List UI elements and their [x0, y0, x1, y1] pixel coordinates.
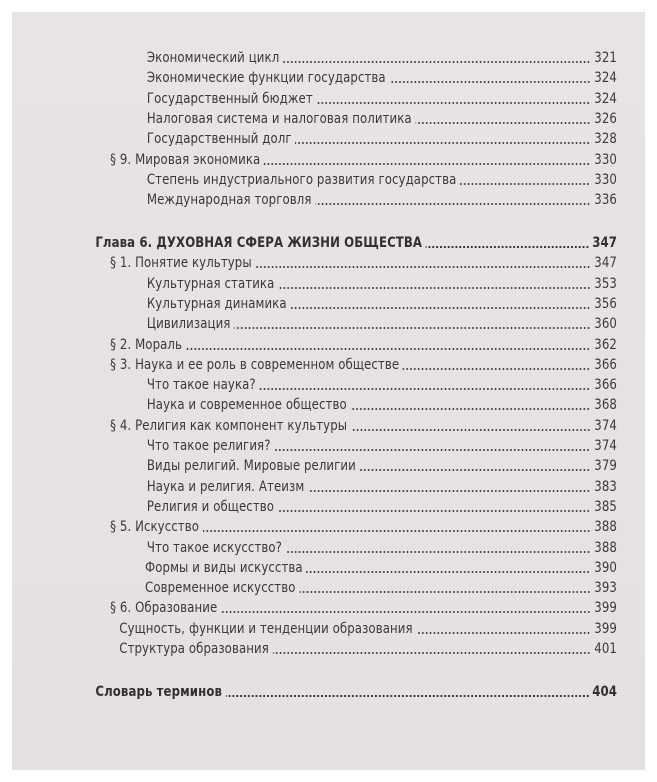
toc-entry — [147, 190, 617, 210]
dot-leader — [389, 70, 590, 84]
toc-entry-title: Что такое религия? — [146, 438, 271, 454]
toc-entry-title: Современное искусство — [145, 580, 296, 597]
toc-entry-page: 324 — [594, 90, 617, 107]
toc-entry-title: § 4. Религия как компонент культуры — [110, 417, 348, 434]
toc-entry-page: 399 — [594, 620, 617, 637]
dot-leader — [426, 235, 590, 249]
toc-entry-page: 374 — [594, 417, 617, 434]
toc-entry-page: 330 — [594, 151, 617, 168]
dot-leader — [360, 458, 591, 472]
toc-entry-page: 368 — [594, 397, 617, 414]
toc-entry-title: Формы и виды искусства — [145, 559, 303, 576]
toc-entry-page: 379 — [594, 458, 617, 475]
toc-entry — [147, 294, 617, 314]
toc-entry — [110, 150, 617, 170]
toc-entry-page: 366 — [594, 377, 617, 394]
toc-entry — [147, 48, 617, 68]
toc-entry — [110, 335, 617, 355]
toc-entry-title: Культурная динамика — [146, 295, 287, 312]
toc-entry-title: § 9. Мировая экономика — [110, 151, 261, 168]
dot-leader — [416, 621, 590, 635]
dot-leader — [203, 519, 591, 533]
toc-entry-page: 330 — [594, 171, 617, 188]
dot-leader — [273, 641, 591, 655]
toc-glossary-heading — [95, 682, 617, 702]
dot-leader — [186, 337, 591, 351]
toc-entry-title: Государственный бюджет — [146, 90, 313, 107]
toc-entry — [147, 497, 617, 517]
dot-leader — [234, 316, 590, 330]
toc-entry — [110, 598, 617, 618]
dot-leader — [316, 91, 590, 105]
toc-entry-title: Экономические функции государства — [146, 70, 386, 87]
toc-entry-title: § 3. Наука и ее роль в современном обществе — [110, 356, 400, 373]
toc-entry — [147, 395, 617, 415]
dot-leader — [350, 397, 590, 411]
toc-entry-title: § 6. Образование — [110, 600, 218, 617]
toc-entry-page: 360 — [594, 316, 617, 333]
dot-leader — [283, 50, 590, 64]
dot-leader — [221, 600, 590, 614]
toc-entry — [110, 416, 617, 436]
dot-leader — [264, 152, 590, 166]
toc-entry-title: Что такое наука? — [146, 377, 256, 394]
dot-leader — [403, 357, 590, 371]
toc-entry — [147, 274, 617, 294]
toc-entry-page: 366 — [594, 356, 617, 373]
dot-leader — [295, 131, 590, 145]
toc-entry — [119, 619, 617, 639]
dot-leader — [255, 255, 590, 269]
book-page — [12, 12, 645, 770]
toc-entry-title: Налоговая система и налоговая политика — [146, 110, 412, 127]
toc-entry-title: § 2. Мораль — [110, 336, 183, 353]
toc-entry-page: 401 — [594, 641, 617, 657]
toc-entry — [147, 314, 617, 334]
dot-leader — [308, 479, 590, 493]
toc-entry — [147, 456, 617, 476]
toc-entry — [145, 578, 617, 598]
toc-entry-page: 347 — [592, 235, 617, 251]
toc-entry-page: 385 — [594, 498, 617, 515]
toc-entry-title: Глава 6. ДУХОВНАЯ СФЕРА ЖИЗНИ ОБЩЕСТВА — [95, 235, 423, 251]
dot-leader — [286, 540, 591, 554]
toc-entry-page: 324 — [594, 70, 617, 87]
toc-entry-title: Наука и религия. Атеизм — [146, 478, 305, 495]
toc-entry-title: Международная торговля — [146, 192, 312, 209]
toc-entry-title: Что такое искусство? — [146, 539, 283, 556]
dot-leader — [415, 111, 590, 125]
toc-entry — [147, 375, 617, 395]
toc-entry-page: 393 — [594, 580, 617, 597]
toc-entry-title: Цивилизация — [146, 316, 231, 333]
toc-entry-page: 374 — [594, 438, 617, 454]
toc-entry-title: Религия и общество — [146, 498, 275, 515]
toc-entry-page: 362 — [594, 336, 617, 353]
toc-entry — [110, 355, 617, 375]
toc-entry — [147, 170, 617, 190]
toc-chapter-heading — [95, 233, 617, 253]
toc-entry-title: Структура образования — [119, 641, 269, 657]
toc-entry-title: Экономический цикл — [146, 50, 280, 66]
dot-leader — [299, 580, 590, 594]
dot-leader — [226, 684, 590, 698]
toc-entry-title: Культурная статика — [146, 275, 275, 292]
toc-entry — [147, 109, 617, 129]
dot-leader — [278, 499, 591, 513]
toc-entry-page: 399 — [594, 600, 617, 617]
toc-entry-page: 347 — [594, 255, 617, 272]
toc-entry-title: § 1. Понятие культуры — [110, 255, 252, 272]
toc-entry-title: Государственный долг — [146, 131, 292, 148]
dot-leader — [274, 438, 590, 452]
toc-entry-page: 388 — [594, 519, 617, 536]
dot-leader — [259, 377, 590, 391]
toc-entry-page: 390 — [594, 559, 617, 576]
toc-entry-title: Сущность, функции и тенденции образования — [119, 620, 413, 637]
toc-entry-title: Виды религий. Мировые религии — [146, 458, 356, 475]
toc-entry-page: 326 — [594, 110, 617, 127]
dot-leader — [460, 172, 590, 186]
toc-entry-page: 388 — [594, 539, 617, 556]
dot-leader — [351, 418, 591, 432]
toc-entry-title: § 5. Искусство — [110, 519, 200, 536]
toc-entry-page: 404 — [592, 684, 617, 700]
toc-entry — [147, 129, 617, 149]
toc-entry — [110, 517, 617, 537]
toc-entry-page: 353 — [594, 275, 617, 292]
toc-entry-page: 356 — [594, 295, 617, 312]
dot-leader — [306, 560, 590, 574]
toc-entry — [110, 253, 617, 273]
toc-entry — [147, 538, 617, 558]
toc-entry — [145, 558, 617, 578]
toc-entry-title: Степень индустриального развития государства — [146, 171, 457, 188]
toc-entry — [119, 639, 617, 659]
dot-leader — [278, 276, 590, 290]
dot-leader — [290, 296, 590, 310]
toc-entry-page: 321 — [594, 50, 617, 66]
toc-entry-page: 336 — [594, 192, 617, 209]
toc-entry — [147, 477, 617, 497]
toc-entry — [147, 89, 617, 109]
dot-leader — [315, 192, 590, 206]
toc-entry-page: 328 — [594, 131, 617, 148]
toc-entry-title: Наука и современное общество — [146, 397, 347, 414]
toc-entry — [147, 436, 617, 456]
toc-entry — [147, 68, 617, 88]
toc-entry-page: 383 — [594, 478, 617, 495]
toc-entry-title: Словарь терминов — [95, 684, 223, 700]
